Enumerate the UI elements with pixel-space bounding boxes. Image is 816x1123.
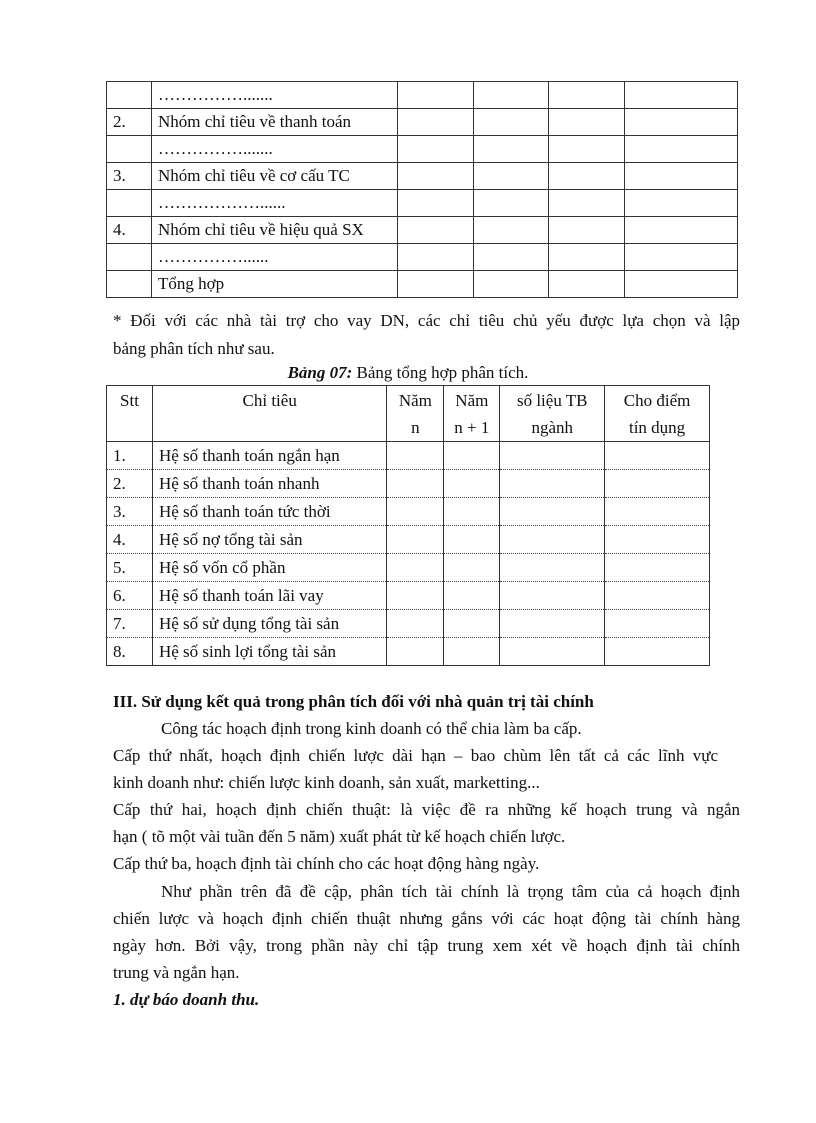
table2-value-cell (387, 638, 444, 666)
table2-row (107, 470, 710, 498)
table2-stt-cell: 5. (107, 554, 153, 582)
table1-row (107, 136, 738, 163)
table2-header-line: Cho điểm (623, 391, 691, 410)
table2-header-line: n + 1 (454, 418, 490, 437)
table2-header-line: tín dụng (628, 418, 686, 437)
table2-value-cell (444, 582, 500, 610)
table2-row (107, 442, 710, 470)
table-caption (0, 362, 816, 384)
table2-header-line: Chỉ tiêu (242, 391, 297, 410)
table2-value-cell (444, 470, 500, 498)
table2-header-cell (500, 386, 605, 442)
table2-value-cell (605, 442, 710, 470)
table2-label-cell: Hệ số thanh toán ngắn hạn (152, 442, 386, 470)
table2-header-cell (444, 386, 500, 442)
table1-stt-cell (107, 190, 152, 217)
table2-value-cell (605, 470, 710, 498)
table1-value-cell (625, 217, 738, 244)
table1-value-cell (473, 109, 549, 136)
table1-row (107, 82, 738, 109)
table2-value-cell (605, 526, 710, 554)
table2-header-cell (605, 386, 710, 442)
table1-value-cell (473, 136, 549, 163)
table1-value-cell (549, 244, 625, 271)
section-heading: III. Sử dụng kết quả trong phân tích đối với nhà quản trị tài chính (113, 692, 594, 711)
table1-label-cell: Nhóm chỉ tiêu về cơ cấu TC (151, 163, 397, 190)
table1-value-cell (549, 271, 625, 298)
table2-value-cell (605, 638, 710, 666)
table2-label-cell: Hệ số sử dụng tổng tài sản (152, 610, 386, 638)
table1-stt-cell: 2. (107, 109, 152, 136)
table1-label-cell: ………………...... (151, 190, 397, 217)
table2-value-cell (500, 442, 605, 470)
table1-value-cell (625, 136, 738, 163)
table1-stt-cell: 4. (107, 217, 152, 244)
table2-header-line: ngành (531, 418, 573, 437)
table1-value-cell (549, 82, 625, 109)
table1-value-cell (549, 163, 625, 190)
table2-row (107, 610, 710, 638)
table2-header-row (107, 386, 710, 442)
table1-value-cell (473, 217, 549, 244)
paragraph-level2-line1: Cấp thứ hai, hoạch định chiến thuật: là việc đề ra những kế hoạch trung và ngắn (113, 800, 740, 819)
table2-header-line (159, 414, 380, 441)
note-line-2: bảng phân tích như sau. (113, 339, 275, 358)
table2-header-line: n (411, 418, 420, 437)
table2-stt-cell: 7. (107, 610, 153, 638)
table1-row (107, 217, 738, 244)
table1-label-cell: Nhóm chỉ tiêu về hiệu quả SX (151, 217, 397, 244)
table-caption-label: Bảng 07: (287, 363, 353, 382)
table2-label-cell: Hệ số thanh toán nhanh (152, 470, 386, 498)
table2-label-cell: Hệ số thanh toán lãi vay (152, 582, 386, 610)
table2-value-cell (500, 610, 605, 638)
table-caption-text: Bảng tổng hợp phân tích. (352, 363, 529, 382)
table2-stt-cell: 6. (107, 582, 153, 610)
table2-row (107, 526, 710, 554)
table2-header-cell (152, 386, 386, 442)
table2-value-cell (500, 470, 605, 498)
table2-label-cell: Hệ số thanh toán tức thời (152, 498, 386, 526)
table2-value-cell (444, 554, 500, 582)
table2-value-cell (387, 498, 444, 526)
table1-value-cell (397, 82, 473, 109)
table2-value-cell (444, 638, 500, 666)
table1-stt-cell: 3. (107, 163, 152, 190)
table2-label-cell: Hệ số nợ tổng tài sản (152, 526, 386, 554)
table2-value-cell (444, 610, 500, 638)
table1-label-cell: ……………....... (151, 82, 397, 109)
table2-row (107, 554, 710, 582)
table1-value-cell (397, 190, 473, 217)
table1-value-cell (625, 244, 738, 271)
note-paragraph (113, 307, 740, 363)
table2-value-cell (444, 498, 500, 526)
table1-value-cell (397, 109, 473, 136)
paragraph-level1-line1: Cấp thứ nhất, hoạch định chiến lược dài hạn – bao chùm lên tất cả các lĩnh vực (113, 746, 718, 765)
table2-label-cell: Hệ số vốn cổ phần (152, 554, 386, 582)
table1-row (107, 271, 738, 298)
table2-stt-cell: 8. (107, 638, 153, 666)
indicator-group-table (106, 81, 738, 298)
table1-value-cell (625, 109, 738, 136)
table1-row (107, 244, 738, 271)
table1-value-cell (625, 271, 738, 298)
table1-row (107, 190, 738, 217)
table2-stt-cell: 1. (107, 442, 153, 470)
paragraph-level3: Cấp thứ ba, hoạch định tài chính cho các hoạt động hàng ngày. (113, 854, 540, 873)
table2-value-cell (605, 610, 710, 638)
table2-value-cell (387, 526, 444, 554)
table2-value-cell (605, 498, 710, 526)
table1-stt-cell (107, 82, 152, 109)
paragraph-summary-line1: Như phần trên đã đề cập, phân tích tài chính là trọng tâm của cả hoạch định (161, 882, 740, 901)
table2-value-cell (500, 638, 605, 666)
table2-value-cell (500, 582, 605, 610)
table2-value-cell (387, 610, 444, 638)
table1-value-cell (397, 244, 473, 271)
table1-value-cell (549, 217, 625, 244)
note-line-1: * Đối với các nhà tài trợ cho vay DN, các chỉ tiêu chủ yếu được lựa chọn và lập (113, 311, 740, 330)
subsection-heading: 1. dự báo doanh thu. (113, 990, 260, 1009)
table2-row (107, 638, 710, 666)
table2-stt-cell: 3. (107, 498, 153, 526)
table2-label-cell: Hệ số sinh lợi tổng tài sản (152, 638, 386, 666)
paragraph-level1-line2: kinh doanh như: chiến lược kinh doanh, sản xuất, marketting... (113, 773, 540, 792)
table1-value-cell (397, 136, 473, 163)
table2-row (107, 498, 710, 526)
table1-value-cell (625, 190, 738, 217)
table1-row (107, 109, 738, 136)
table1-value-cell (473, 190, 549, 217)
table2-value-cell (500, 526, 605, 554)
table1-stt-cell (107, 136, 152, 163)
table2-value-cell (444, 526, 500, 554)
table2-header-line: Stt (120, 391, 139, 410)
table2-value-cell (500, 554, 605, 582)
table2-value-cell (605, 554, 710, 582)
table1-value-cell (549, 190, 625, 217)
paragraph-summary-line3: ngày hơn. Bởi vậy, trong phần này chỉ tập trung xem xét về hoạch định tài chính (113, 936, 740, 955)
table2-value-cell (500, 498, 605, 526)
table1-value-cell (473, 271, 549, 298)
table1-value-cell (397, 271, 473, 298)
table2-header-cell (387, 386, 444, 442)
table1-value-cell (625, 163, 738, 190)
table1-value-cell (473, 82, 549, 109)
table1-value-cell (397, 217, 473, 244)
table1-value-cell (549, 136, 625, 163)
paragraph-intro: Công tác hoạch định trong kinh doanh có thể chia làm ba cấp. (161, 719, 582, 738)
table2-header-cell (107, 386, 153, 442)
table2-value-cell (444, 442, 500, 470)
table2-header-line: Năm (455, 391, 489, 410)
table1-label-cell: ……………....... (151, 136, 397, 163)
table2-stt-cell: 4. (107, 526, 153, 554)
table2-header-line (113, 414, 146, 441)
table2-value-cell (605, 582, 710, 610)
table1-value-cell (473, 244, 549, 271)
table2-value-cell (387, 554, 444, 582)
table1-label-cell: Nhóm chỉ tiêu về thanh toán (151, 109, 397, 136)
table1-label-cell: Tổng hợp (151, 271, 397, 298)
table2-header-line: Năm (398, 391, 432, 410)
analysis-summary-table (106, 385, 710, 666)
table1-row (107, 163, 738, 190)
table2-stt-cell: 2. (107, 470, 153, 498)
table1-value-cell (549, 109, 625, 136)
table1-stt-cell (107, 244, 152, 271)
table1-value-cell (397, 163, 473, 190)
table1-value-cell (625, 82, 738, 109)
table1-value-cell (473, 163, 549, 190)
paragraph-summary-line2: chiến lược và hoạch định chiến thuật nhưng gắns với các hoạt động tài chính hàng (113, 909, 740, 928)
table2-row (107, 582, 710, 610)
table1-label-cell: ……………...... (151, 244, 397, 271)
paragraph-summary-line4: trung và ngắn hạn. (113, 963, 240, 982)
table2-header-line: số liệu TB (516, 391, 588, 410)
table2-value-cell (387, 470, 444, 498)
paragraph-level2-line2: hạn ( tõ một vài tuần đến 5 năm) xuất phát từ kế hoạch chiến lược. (113, 827, 566, 846)
table2-value-cell (387, 582, 444, 610)
table1-stt-cell (107, 271, 152, 298)
table2-value-cell (387, 442, 444, 470)
